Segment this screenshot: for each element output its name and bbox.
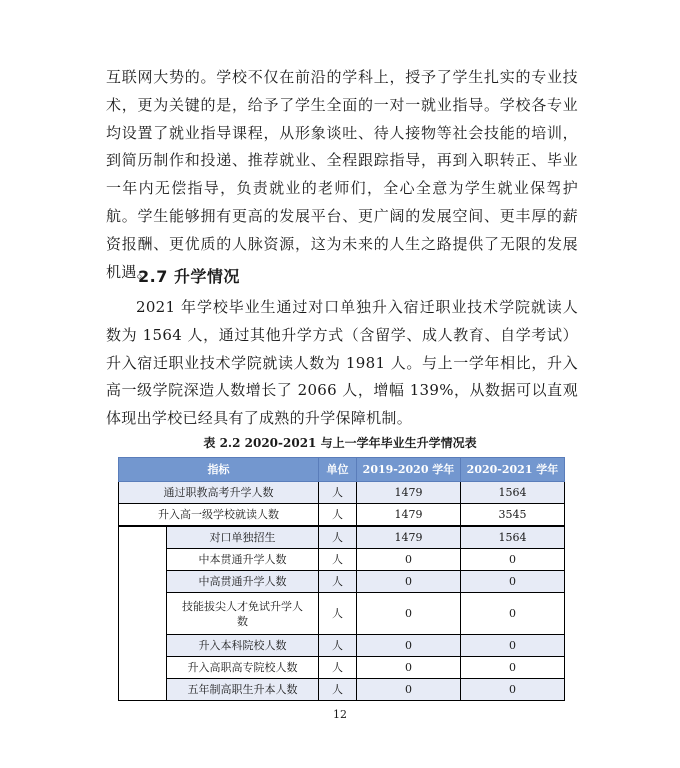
indent-cell	[119, 526, 167, 549]
row-label: 中本贯通升学人数	[167, 549, 319, 571]
indent-cell	[119, 549, 167, 571]
table-row	[119, 504, 565, 527]
row-unit: 人	[319, 504, 357, 527]
row-label: 升入本科院校人数	[167, 635, 319, 657]
row-value-2020: 0	[461, 657, 565, 679]
row-unit: 人	[319, 593, 357, 635]
row-value-2020: 0	[461, 571, 565, 593]
header-indicator: 指标	[119, 458, 319, 482]
table-caption: 表 2.2 2020-2021 与上一学年毕业生升学情况表	[203, 436, 477, 450]
row-unit: 人	[319, 657, 357, 679]
indent-cell	[119, 657, 167, 679]
indent-cell	[119, 593, 167, 635]
row-unit: 人	[319, 679, 357, 701]
row-value-2020: 3545	[461, 504, 565, 527]
row-value-2020: 0	[461, 635, 565, 657]
row-value-2020: 0	[461, 593, 565, 635]
row-value-2019: 0	[357, 657, 461, 679]
row-value-2019: 1479	[357, 482, 461, 504]
row-value-2019: 0	[357, 571, 461, 593]
page-number: 12	[333, 708, 347, 721]
row-value-2019: 1479	[357, 526, 461, 549]
row-value-2019: 0	[357, 549, 461, 571]
row-label: 升入高职高专院校人数	[167, 657, 319, 679]
table-row	[119, 482, 565, 504]
row-value-2019: 0	[357, 679, 461, 701]
row-value-2019: 0	[357, 635, 461, 657]
row-unit: 人	[319, 526, 357, 549]
row-value-2019: 1479	[357, 504, 461, 527]
header-unit: 单位	[319, 458, 357, 482]
further-study-table	[118, 457, 565, 701]
row-value-2020: 0	[461, 549, 565, 571]
table-row	[119, 593, 565, 635]
row-label: 对口单独招生	[167, 526, 319, 549]
section-heading: 2.7 升学情况	[138, 267, 240, 286]
row-value-2019: 0	[357, 593, 461, 635]
indent-cell	[119, 679, 167, 701]
row-label: 五年制高职生升本人数	[167, 679, 319, 701]
row-value-2020: 0	[461, 679, 565, 701]
table-header-row	[119, 458, 565, 482]
table-row	[119, 549, 565, 571]
table-row	[119, 657, 565, 679]
row-value-2020: 1564	[461, 526, 565, 549]
indent-cell	[119, 635, 167, 657]
row-value-2020: 1564	[461, 482, 565, 504]
row-unit: 人	[319, 549, 357, 571]
row-label: 通过职教高考升学人数	[119, 482, 319, 504]
header-2019-2020: 2019-2020 学年	[357, 458, 461, 482]
row-unit: 人	[319, 635, 357, 657]
table-row	[119, 571, 565, 593]
table-row	[119, 635, 565, 657]
row-unit: 人	[319, 482, 357, 504]
row-label: 升入高一级学校就读人数	[119, 504, 319, 527]
paragraph-employment: 互联网大势的。学校不仅在前沿的学科上，授予了学生扎实的专业技术，更为关键的是，给予了学生全面的一对一就业指导。学校各专业均设置了就业指导课程，从形象谈吐、待人接物等社会技能的培训，到简历制作和投递、推荐就业、全程跟踪指导，再到入职转正、毕业一年内无偿指导，负责就业的老师们，全心全意为学生就业保驾护航。学生能够拥有更高的发展平台、更广阔的发展空间、更丰厚的薪资报酬、更优质的人脉资源，这为未来的人生之路提供了无限的发展机遇。	[106, 68, 578, 281]
row-label: 中高贯通升学人数	[167, 571, 319, 593]
table-row	[119, 679, 565, 701]
row-label: 技能拔尖人才免试升学人数	[167, 593, 319, 635]
table-row	[119, 526, 565, 549]
paragraph-further-study: 2021 年学校毕业生通过对口单独升入宿迁职业技术学院就读人数为 1564 人，通过其他升学方式（含留学、成人教育、自学考试）升入宿迁职业技术学院就读人数为 1981 人。与上一学年相比，升入高一级学院深造人数增长了 2066 人，增幅 139%，从数据可以直观体现出学校已经具有了成熟的升学保障机制。	[106, 298, 578, 428]
row-unit: 人	[319, 571, 357, 593]
header-2020-2021: 2020-2021 学年	[461, 458, 565, 482]
indent-cell	[119, 571, 167, 593]
